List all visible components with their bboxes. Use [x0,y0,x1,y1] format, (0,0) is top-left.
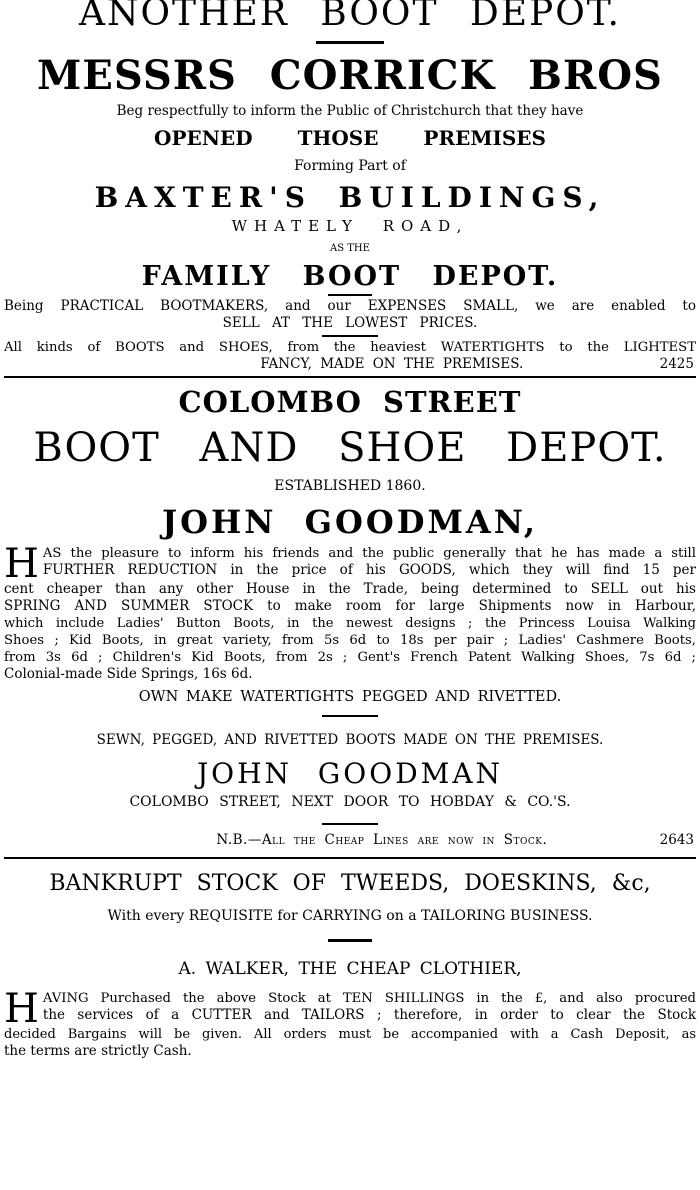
advertisement-john-goodman [0,383,700,849]
ad2-address: COLOMBO STREET, NEXT DOOR TO HOBDAY & CO.'S. [129,794,571,810]
ad1-buildings: BAXTER'S BUILDINGS, [94,181,606,214]
ad2-own-make: OWN MAKE WATERTIGHTS PEGGED AND RIVETTED. [138,689,562,705]
ad3-rule-1 [328,939,372,942]
ad3-headline: BANKRUPT STOCK OF TWEEDS, DOESKINS, &c, [49,871,651,896]
ad3-body-line-2: the services of a CUTTER and TAILORS ; therefore, in order to clear the Stock [42,1007,696,1023]
ad2-name-footer: JOHN GOODMAN [196,757,504,790]
ad1-firm-name: MESSRS CORRICK BROS [37,52,663,99]
ad2-rule-2 [322,823,378,825]
ad1-rule-2 [328,294,372,296]
ad1-body-2-line-2: FANCY, MADE ON THE PREMISES. [260,356,524,372]
ad2-reference-number: 2643 [659,832,694,848]
ad1-intro: Beg respectfully to inform the Public of Christchurch that they have [116,103,584,119]
ad2-drop-cap: H [4,541,39,587]
ad2-body-line-3: cent cheaper than any other House in the Trade, being determined to SELL out his [4,581,696,597]
ad2-body-line-4: SPRING AND SUMMER STOCK to make room for large Shipments now in Harbour, [4,598,696,614]
ad3-subheading: With every REQUISITE for CARRYING on a TAILORING BUSINESS. [107,908,593,924]
ad1-body-1-line-2: SELL AT THE LOWEST PRICES. [222,315,478,331]
ad1-forming: Forming Part of [294,158,406,174]
ad2-body-paragraph [4,541,696,683]
ad2-established: ESTABLISHED 1860. [274,478,426,494]
ad1-body-2-line-1: All kinds of BOOTS and SHOES, from the heaviest WATERTIGHTS to the LIGHTEST [4,340,696,355]
ad1-as-the: AS THE [330,243,370,254]
ad3-body-line-4: the terms are strictly Cash. [4,1043,192,1059]
advertisement-corrick-bros [0,0,700,373]
ad3-drop-cap: H [4,986,39,1032]
ad2-body-line-8: Colonial-made Side Springs, 16s 6d. [4,666,253,682]
ad3-body-line-3: decided Bargains will be given. All orders must be accompanied with a Cash Deposit, as [4,1027,696,1042]
ad1-reference-number: 2425 [659,356,694,372]
ad2-proprietor: JOHN GOODMAN, [161,503,539,541]
ad2-body-line-6: Shoes ; Kid Boots, in great variety, from 5s 6d to 18s per pair ; Ladies' Cashmere Boots, [4,633,696,648]
ad2-body-line-5: which include Ladies' Button Boots, in the newest designs ; the Princess Louisa Walking [4,616,696,631]
advertisement-a-walker [0,869,700,1060]
ad3-body-line-1: AVING Purchased the above Stock at TEN SHILLINGS in the £, and also procured [42,991,696,1006]
ad2-body-line-1: AS the pleasure to inform his friends and the public generally that he has made a still [42,546,696,561]
ad1-opened: OPENED THOSE PREMISES [154,126,546,150]
ad3-body-paragraph [4,986,696,1060]
ad2-body-line-2: FURTHER REDUCTION in the price of his GOODS, which they will find 15 per [42,562,696,578]
ad2-nb-row [4,831,696,849]
ad1-rule-3 [322,335,378,337]
ad1-body-1-line-1: Being PRACTICAL BOOTMAKERS, and our EXPENSES SMALL, we are enabled to [4,298,696,314]
ad2-sewn: SEWN, PEGGED, AND RIVETTED BOOTS MADE ON THE PREMISES. [96,732,604,748]
ad1-headline: ANOTHER BOOT DEPOT. [79,0,621,34]
ad1-road: WHATELY ROAD, [231,217,469,235]
divider-2 [4,857,696,859]
ad2-headline-1: COLOMBO STREET [178,385,522,419]
ad1-body-2-line-2-row [4,356,696,373]
ad2-headline-2: BOOT AND SHOE DEPOT. [33,425,667,471]
ad2-body-line-7: from 3s 6d ; Children's Kid Boots, from 2s ; Gent's French Patent Walking Shoes, 7s 6d ; [4,650,696,665]
ad1-rule-1 [316,41,384,44]
ad2-nb-note: N.B.—All the Cheap Lines are now in Stock. [216,832,548,848]
ad2-rule-1 [322,715,378,717]
divider-1 [4,376,696,378]
ad1-depot-name: FAMILY BOOT DEPOT. [141,261,559,292]
ad3-clothier: A. WALKER, THE CHEAP CLOTHIER, [178,959,522,979]
